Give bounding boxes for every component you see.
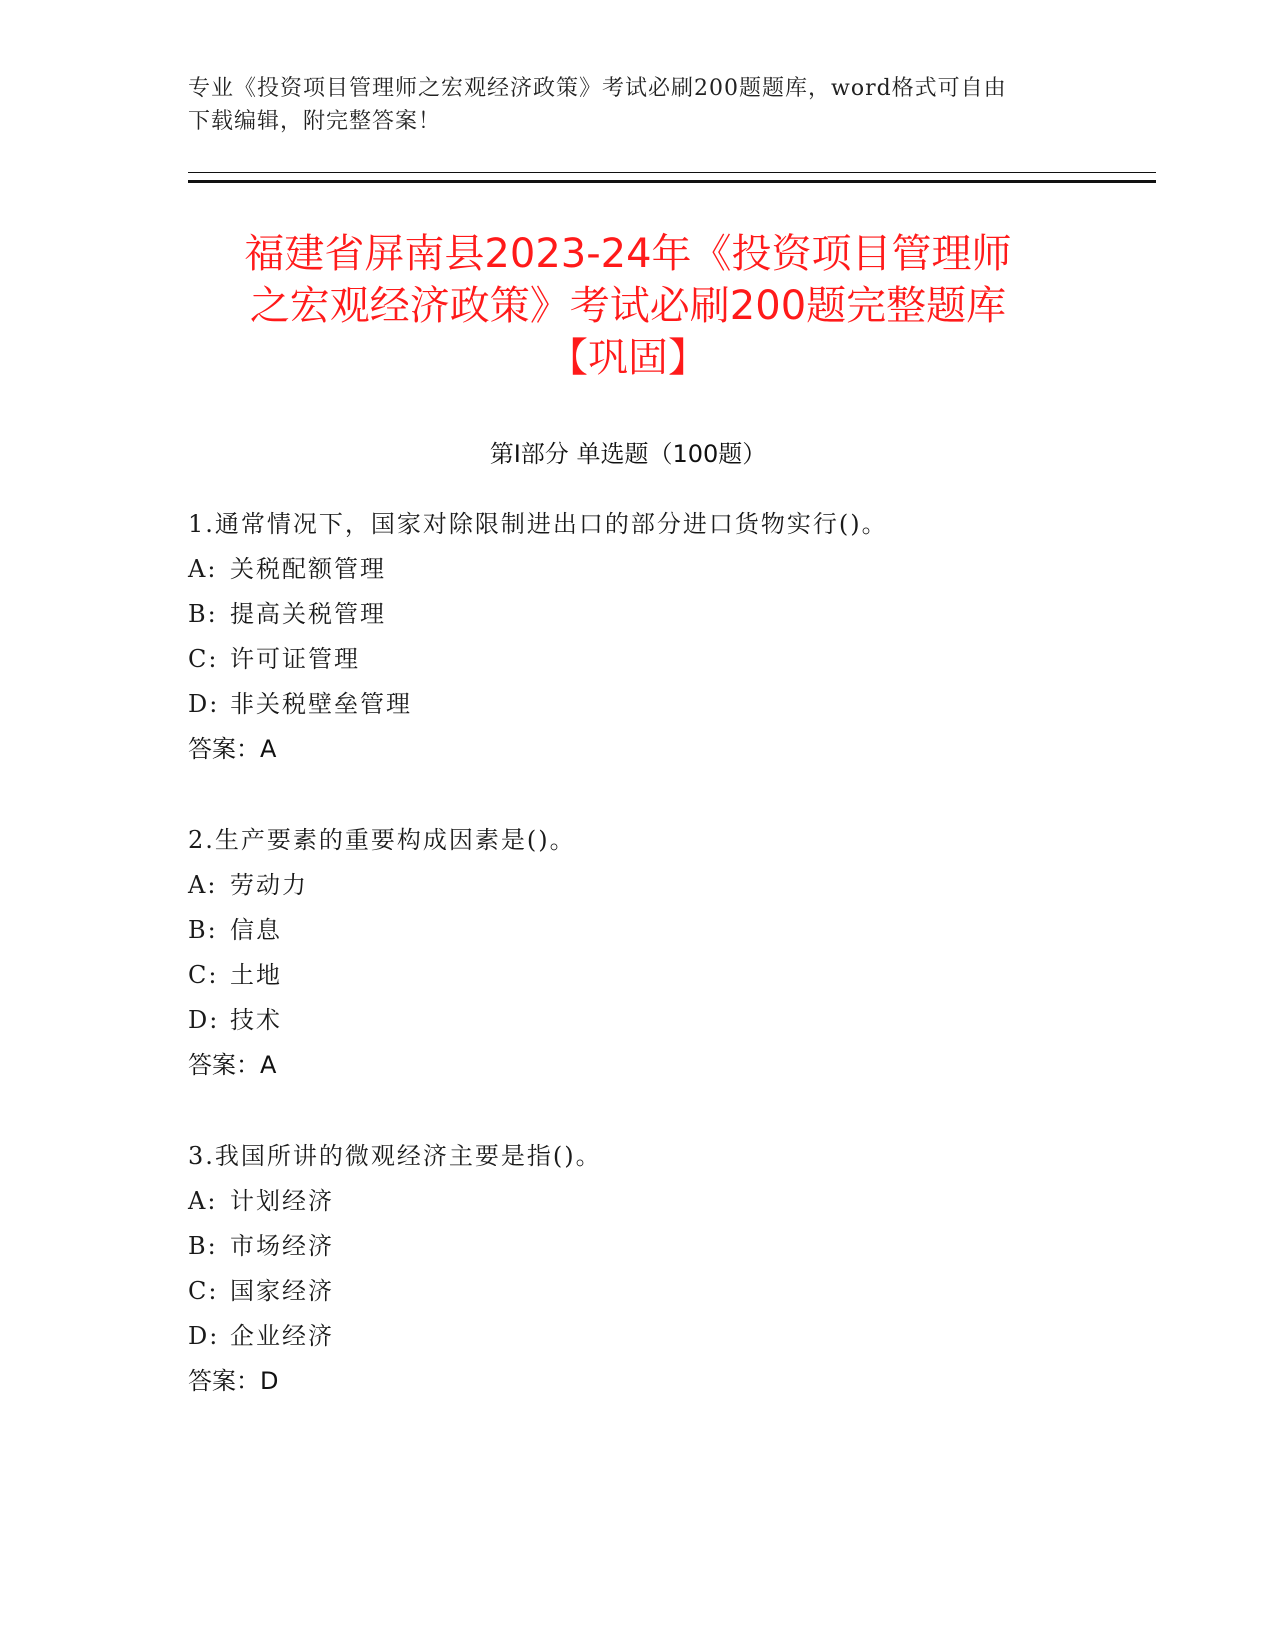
option-d [188,682,1068,727]
option-d [188,1314,1068,1359]
document-intro [188,72,1068,138]
option-b [188,592,1068,637]
title-line-1: 福建省屏南县2023-24年《投资项目管理师 [244,231,1012,277]
header-rule-thick [188,180,1156,183]
option-a [188,1179,1068,1224]
header-rule-thin [188,172,1156,173]
option-text: 关税配额管理 [230,555,386,583]
option-d [188,998,1068,1043]
title-line-2: 之宏观经济政策》考试必刷200题完整题库 [249,283,1007,329]
option-a [188,547,1068,592]
option-key: B: [188,600,218,628]
option-text: 国家经济 [230,1277,334,1305]
option-text: 提高关税管理 [230,600,386,628]
option-key: C: [188,645,219,673]
option-key: D: [188,690,220,718]
option-key: B: [188,916,218,944]
answer-line: 答案：A [188,735,277,763]
section-heading: 第I部分 单选题（100题） [489,440,767,468]
option-text: 技术 [230,1006,282,1034]
document-title [188,228,1068,384]
option-key: B: [188,1232,218,1260]
option-key: C: [188,1277,219,1305]
question-1 [188,502,1068,772]
answer-line: 答案：A [188,1051,277,1079]
option-key: A: [188,871,218,899]
option-text: 信息 [230,916,282,944]
title-line-3: 【巩固】 [548,335,708,381]
option-text: 土地 [230,961,282,989]
option-key: A: [188,1187,218,1215]
option-key: D: [188,1322,220,1350]
intro-line-1: 专业《投资项目管理师之宏观经济政策》考试必刷200题题库，word格式可自由 [188,76,1007,101]
option-text: 计划经济 [230,1187,334,1215]
option-text: 企业经济 [230,1322,334,1350]
option-text: 许可证管理 [230,645,360,673]
option-text: 市场经济 [230,1232,334,1260]
option-c [188,637,1068,682]
option-a [188,863,1068,908]
question-2 [188,818,1068,1088]
intro-line-2: 下载编辑，附完整答案！ [188,109,442,134]
option-key: D: [188,1006,220,1034]
question-stem: 3.我国所讲的微观经济主要是指()。 [188,1142,602,1170]
option-b [188,908,1068,953]
question-3 [188,1134,1068,1404]
option-c [188,1269,1068,1314]
option-c [188,953,1068,998]
option-b [188,1224,1068,1269]
question-stem: 1.通常情况下，国家对除限制进出口的部分进口货物实行()。 [188,510,888,538]
option-text: 劳动力 [230,871,308,899]
option-text: 非关税壁垒管理 [230,690,412,718]
question-stem: 2.生产要素的重要构成因素是()。 [188,826,576,854]
answer-line: 答案：D [188,1367,279,1395]
option-key: A: [188,555,218,583]
option-key: C: [188,961,219,989]
